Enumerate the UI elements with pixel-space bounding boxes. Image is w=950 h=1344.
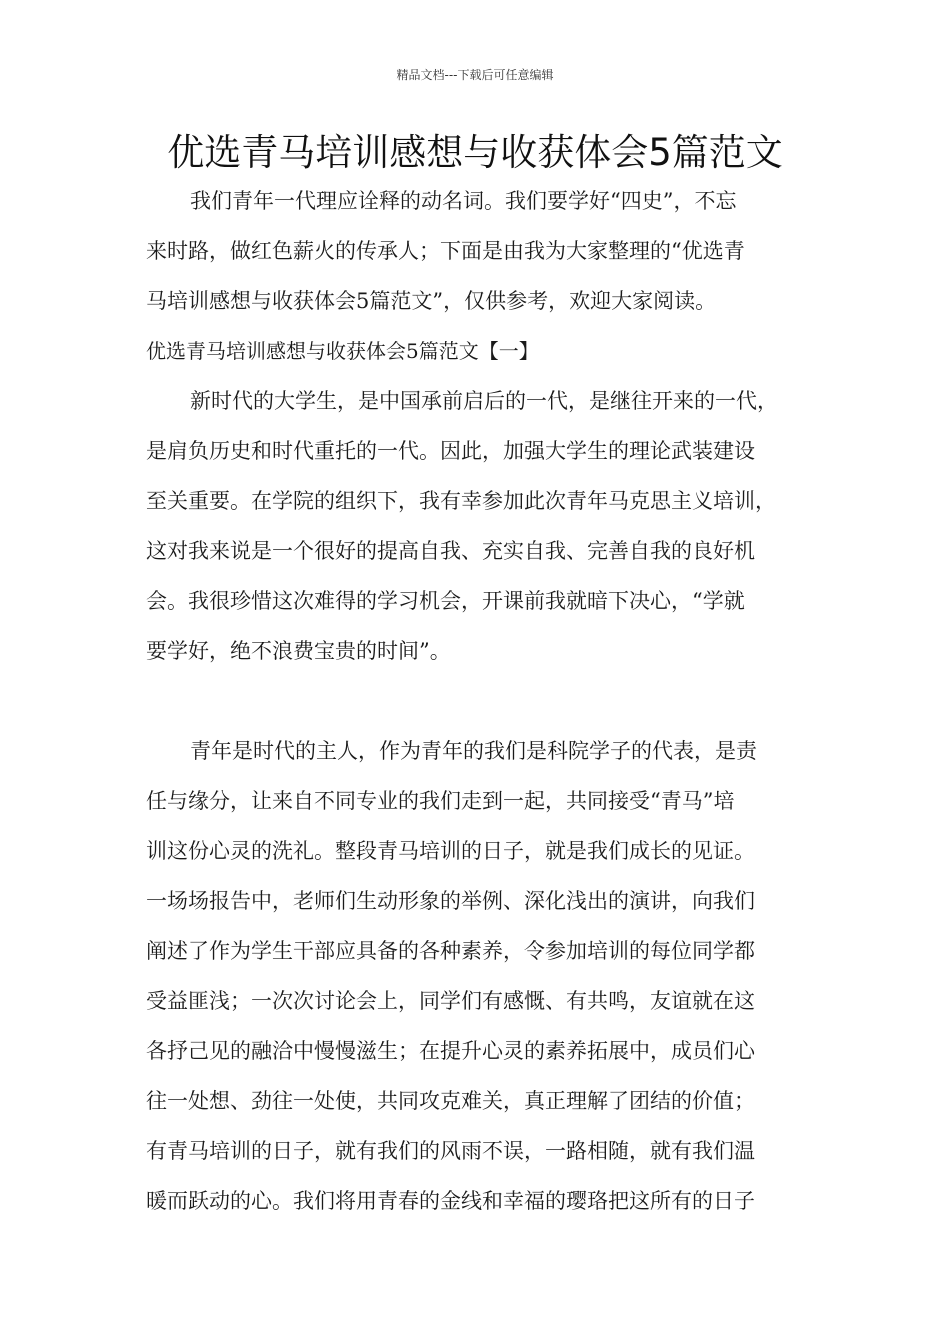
paragraph1-line-6: 要学好，绝不浪费宝贵的时间”。 (146, 639, 451, 663)
paragraph2-line-8: 往一处想、劲往一处使，共同攻克难关，真正理解了团结的价值； (146, 1089, 755, 1113)
paragraph1-line-4: 这对我来说是一个很好的提高自我、充实自我、完善自我的良好机 (146, 539, 755, 563)
paragraph2-line-7: 各抒己见的融洽中慢慢滋生；在提升心灵的素养拓展中，成员们心 (146, 1039, 755, 1063)
paragraph1-line-5: 会。我很珍惜这次难得的学习机会，开课前我就暗下决心，“学就 (146, 589, 745, 613)
paragraph1-line-1: 新时代的大学生，是中国承前启后的一代，是继往开来的一代， (190, 389, 778, 413)
intro-line-3: 马培训感想与收获体会5篇范文”，仅供参考，欢迎大家阅读。 (146, 289, 717, 313)
header-note: 精品文档---下载后可任意编辑 (396, 68, 554, 82)
paragraph2-line-2: 任与缘分，让来自不同专业的我们走到一起，共同接受“青马”培 (146, 789, 735, 813)
paragraph2-line-3: 训这份心灵的洗礼。整段青马培训的日子，就是我们成长的见证。 (146, 839, 755, 863)
paragraph1-line-2: 是肩负历史和时代重托的一代。因此，加强大学生的理论武装建设 (146, 439, 755, 463)
intro-line-1: 我们青年一代理应诠释的动名词。我们要学好“四史”，不忘 (190, 189, 737, 213)
paragraph2-line-4: 一场场报告中，老师们生动形象的举例、深化浅出的演讲，向我们 (146, 889, 755, 913)
paragraph2-line-5: 阐述了作为学生干部应具备的各种素养，令参加培训的每位同学都 (146, 939, 755, 963)
paragraph1-line-3: 至关重要。在学院的组织下，我有幸参加此次青年马克思主义培训， (146, 489, 776, 513)
paragraph2-line-6: 受益匪浅；一次次讨论会上，同学们有感慨、有共鸣，友谊就在这 (146, 989, 755, 1013)
document-title: 优选青马培训感想与收获体会5篇范文 (167, 131, 783, 174)
paragraph2-line-9: 有青马培训的日子，就有我们的风雨不误，一路相随，就有我们温 (146, 1139, 755, 1163)
paragraph2-line-10: 暖而跃动的心。我们将用青春的金线和幸福的璎珞把这所有的日子 (146, 1189, 755, 1213)
paragraph2-line-1: 青年是时代的主人，作为青年的我们是科院学子的代表，是责 (190, 739, 757, 763)
section-heading: 优选青马培训感想与收获体会5篇范文【一】 (146, 339, 539, 363)
intro-line-2: 来时路，做红色薪火的传承人；下面是由我为大家整理的“优选青 (146, 239, 745, 263)
